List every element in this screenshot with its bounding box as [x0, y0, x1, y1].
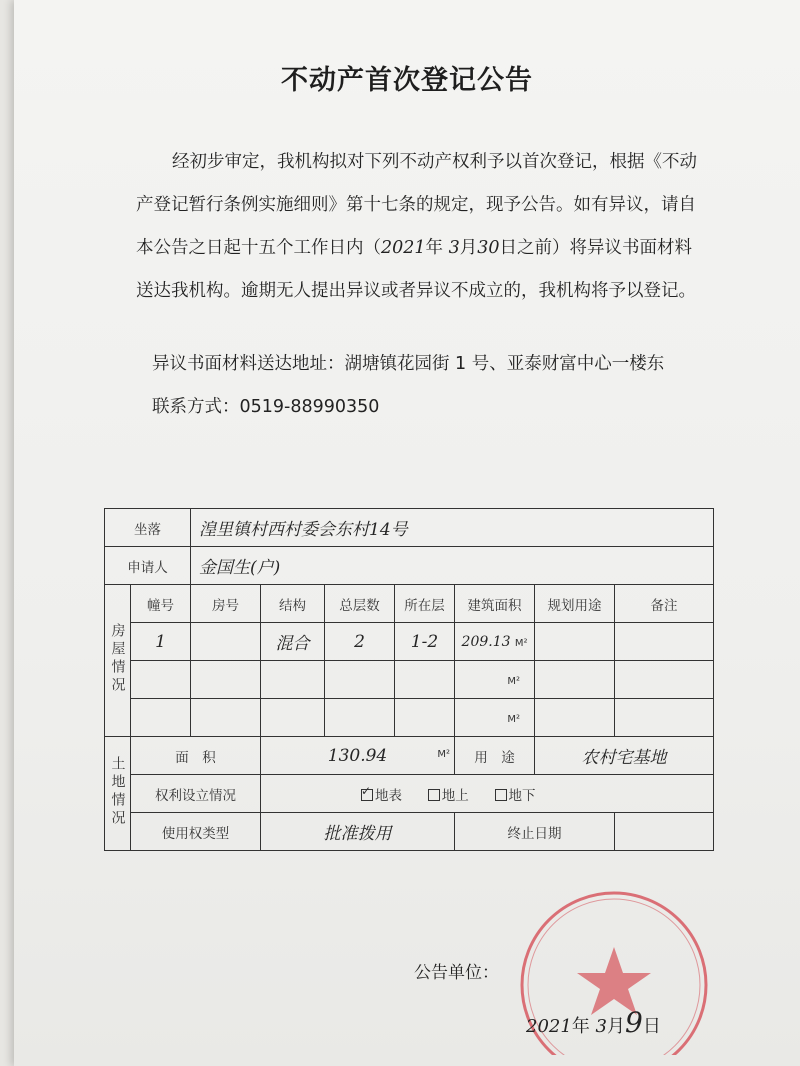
- area-unit: M²: [507, 713, 520, 725]
- above-ground-checkbox[interactable]: [428, 789, 440, 801]
- registration-table: [104, 508, 714, 851]
- document-page: [14, 0, 800, 1066]
- rights-label: 权利设立情况: [131, 775, 261, 813]
- col-note: 备注: [615, 585, 714, 623]
- end-date-label: 终止日期: [455, 813, 615, 851]
- land-area-value: 130.94: [327, 745, 388, 766]
- applicant-label: 申请人: [105, 547, 191, 585]
- body-text-1: 经初步审定，我机构拟对下列不动产权利予以首次登记，根据《不动产登记暂行条例实施细则》第十七条的规定，现予公告。如有异议，请自本公告之日起十五个工作日内（: [136, 152, 697, 258]
- house-header-row: [105, 585, 714, 623]
- underground-label: 地下: [508, 787, 536, 804]
- house-row: [105, 699, 714, 737]
- right-type-label: 使用权类型: [131, 813, 261, 851]
- location-row: [105, 509, 714, 547]
- deadline-day-suffix: 日之前: [499, 238, 553, 258]
- land-area-label: 面 积: [131, 737, 261, 775]
- location-value: 湟里镇村西村委会东村14号: [191, 509, 714, 547]
- land-use-value: 农村宅基地: [535, 737, 714, 775]
- right-type-value: 批准拨用: [261, 813, 455, 851]
- col-floor-at: 所在层: [395, 585, 455, 623]
- issuer-label: 公告单位：: [414, 963, 499, 983]
- cell-floor-at: 1-2: [395, 623, 455, 661]
- issue-day-unit: 日: [642, 1016, 661, 1037]
- area-unit: M²: [507, 675, 520, 687]
- land-area-row: [105, 737, 714, 775]
- issue-month: 3: [595, 1016, 607, 1037]
- objection-address: 异议书面材料送达地址：湖塘镇花园街 1 号、亚泰财富中心一楼东: [152, 354, 665, 374]
- area-value: 209.13: [461, 633, 511, 650]
- page-title: 不动产首次登记公告: [281, 65, 533, 96]
- deadline-month: 3: [448, 238, 460, 258]
- house-row: [105, 623, 714, 661]
- deadline-month-unit: 月: [459, 238, 478, 258]
- surface-checkbox[interactable]: [361, 789, 373, 801]
- cell-building: 1: [131, 623, 191, 661]
- cell-area: [455, 623, 535, 661]
- announcement-body: [136, 141, 702, 313]
- location-label: 坐落: [105, 509, 191, 547]
- cell-area: [455, 699, 535, 737]
- col-room: 房号: [191, 585, 261, 623]
- body-text-2: ）将异议书面材料送达我机构。逾期无人提出异议或者异议不成立的，我机构将予以登记。: [136, 238, 696, 301]
- applicant-row: [105, 547, 714, 585]
- issue-month-unit: 月: [607, 1016, 625, 1037]
- deadline-day: 30: [477, 238, 500, 258]
- col-total-floors: 总层数: [325, 585, 395, 623]
- land-area-unit: M²: [437, 749, 450, 760]
- house-section-label: 房屋情况: [105, 585, 131, 737]
- issue-day: 9: [625, 1006, 643, 1039]
- house-row: [105, 661, 714, 699]
- rights-options: [261, 775, 714, 813]
- above-ground-label: 地上: [441, 787, 469, 804]
- col-structure: 结构: [261, 585, 325, 623]
- cell-structure: 混合: [261, 623, 325, 661]
- land-area-cell: [261, 737, 455, 775]
- cell-use: [535, 623, 615, 661]
- col-building-area: 建筑面积: [455, 585, 535, 623]
- cell-floors: 2: [325, 623, 395, 661]
- issue-year-unit: 年: [571, 1016, 590, 1037]
- cell-note: [615, 623, 714, 661]
- cell-room: [191, 623, 261, 661]
- underground-checkbox[interactable]: [495, 789, 507, 801]
- deadline-year-unit: 年: [425, 238, 444, 258]
- issue-year: 2021: [526, 1016, 572, 1037]
- deadline-year: 2021: [381, 238, 426, 258]
- rights-row: [105, 775, 714, 813]
- surface-label: 地表: [375, 787, 402, 804]
- applicant-value: 金国生(户): [191, 547, 714, 585]
- right-type-row: [105, 813, 714, 851]
- area-unit: M²: [514, 637, 528, 649]
- issue-date: [526, 1006, 661, 1039]
- contact-info: 联系方式：0519-88990350: [152, 397, 380, 417]
- land-section-label: 土地情况: [105, 737, 131, 851]
- end-date-value: [615, 813, 714, 851]
- col-building: 幢号: [131, 585, 191, 623]
- land-use-label: 用 途: [455, 737, 535, 775]
- col-planned-use: 规划用途: [535, 585, 615, 623]
- cell-area: [455, 661, 535, 699]
